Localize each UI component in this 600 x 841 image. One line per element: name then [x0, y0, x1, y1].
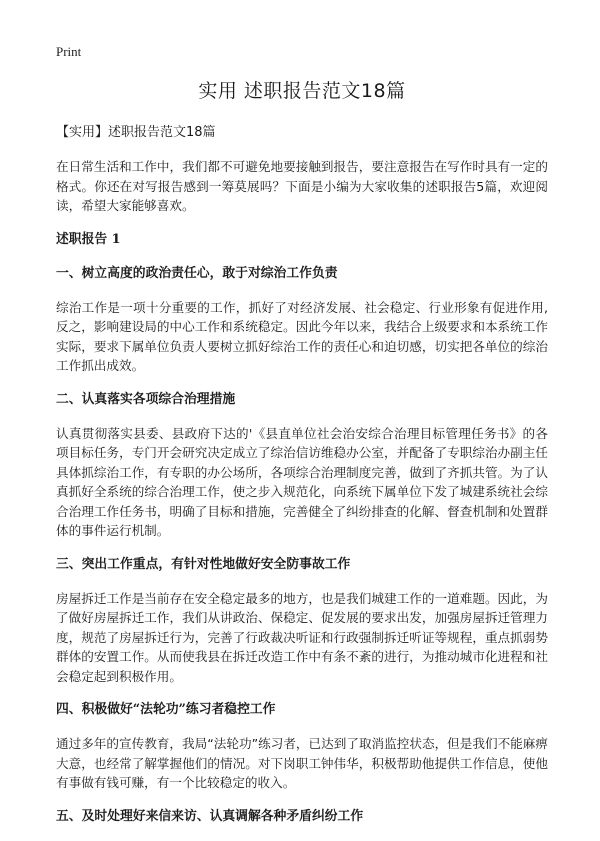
section-paragraph: 认真贯彻落实县委、县政府下达的'《县直单位社会治安综合治理目标管理任务书》的各项目标任务，专门开会研究决定成立了综治信访维稳办公室，并配备了专职综治办副主任具体抓综治工作，有专职的办公场所，各项综合治理制度完善，做到了齐抓共管。为了认真抓好全系统的综合治理工作，使之步入规范化，向系统下属单位下发了城建系统社会综合治理工作任务书，明确了目标和措施，完善健全了纠纷排查的化解、督查机制和处置群体的事件运行机制。 — [56, 425, 548, 538]
section-heading: 四、积极做好“法轮功”练习者稳控工作 — [56, 702, 276, 717]
section-paragraph: 房屋拆迁工作是当前存在安全稳定最多的地方，也是我们城建工作的一道难题。因此，为了做好房屋拆迁工作，我们从讲政治、保稳定、促发展的要求出发，加强房屋拆迁管理力度，规范了房屋拆迁行为，完善了行政裁决听证和行政强制拆迁听证等规程，重点抓弱势群体的安置工作。从而使我县在拆迁改造工作中有条不紊的进行，为推动城市化进程和社会稳定起到积极作用。 — [56, 590, 548, 684]
section-heading: 三、突出工作重点，有针对性地做好安全防事故工作 — [56, 556, 351, 572]
report-heading: 述职报告 1 — [56, 231, 121, 247]
section-heading: 二、认真落实各项综合治理措施 — [56, 391, 236, 407]
intro-paragraph: 在日常生活和工作中，我们都不可避免地要接触到报告，要注意报告在写作时具有一定的格式。你还在对写报告感到一筹莫展吗？下面是小编为大家收集的述职报告5篇，欢迎阅读，希望大家能够喜欢。 — [56, 159, 548, 213]
document-body — [56, 76, 548, 841]
document-title: 实用 述职报告范文18篇 — [198, 80, 406, 102]
document-subtitle: 【实用】述职报告范文18篇 — [56, 125, 216, 140]
section-paragraph: 通过多年的宣传教育，我局“法轮功”练习者，已达到了取消监控状态，但是我们不能麻痹大意，也经常了解掌握他们的情况。对下岗职工钟伟华，积极帮助他提供工作信息，使他有事做有钱可赚，有一个比较稳定的收入。 — [56, 736, 548, 790]
section-heading: 五、及时处理好来信来访、认真调解各种矛盾纠纷工作 — [56, 808, 364, 824]
section-heading: 一、树立高度的政治责任心，敢于对综治工作负责 — [56, 265, 338, 281]
section-paragraph: 综治工作是一项十分重要的工作，抓好了对经济发展、社会稳定、行业形象有促进作用,反之，影响建设局的中心工作和系统稳定。因此今年以来，我结合上级要求和本系统工作实际，要求下属单位负责人要树立抓好综治工作的责任心和迫切感，切实把各单位的综治工作抓出成效。 — [56, 299, 548, 373]
print-label: Print — [56, 44, 82, 59]
